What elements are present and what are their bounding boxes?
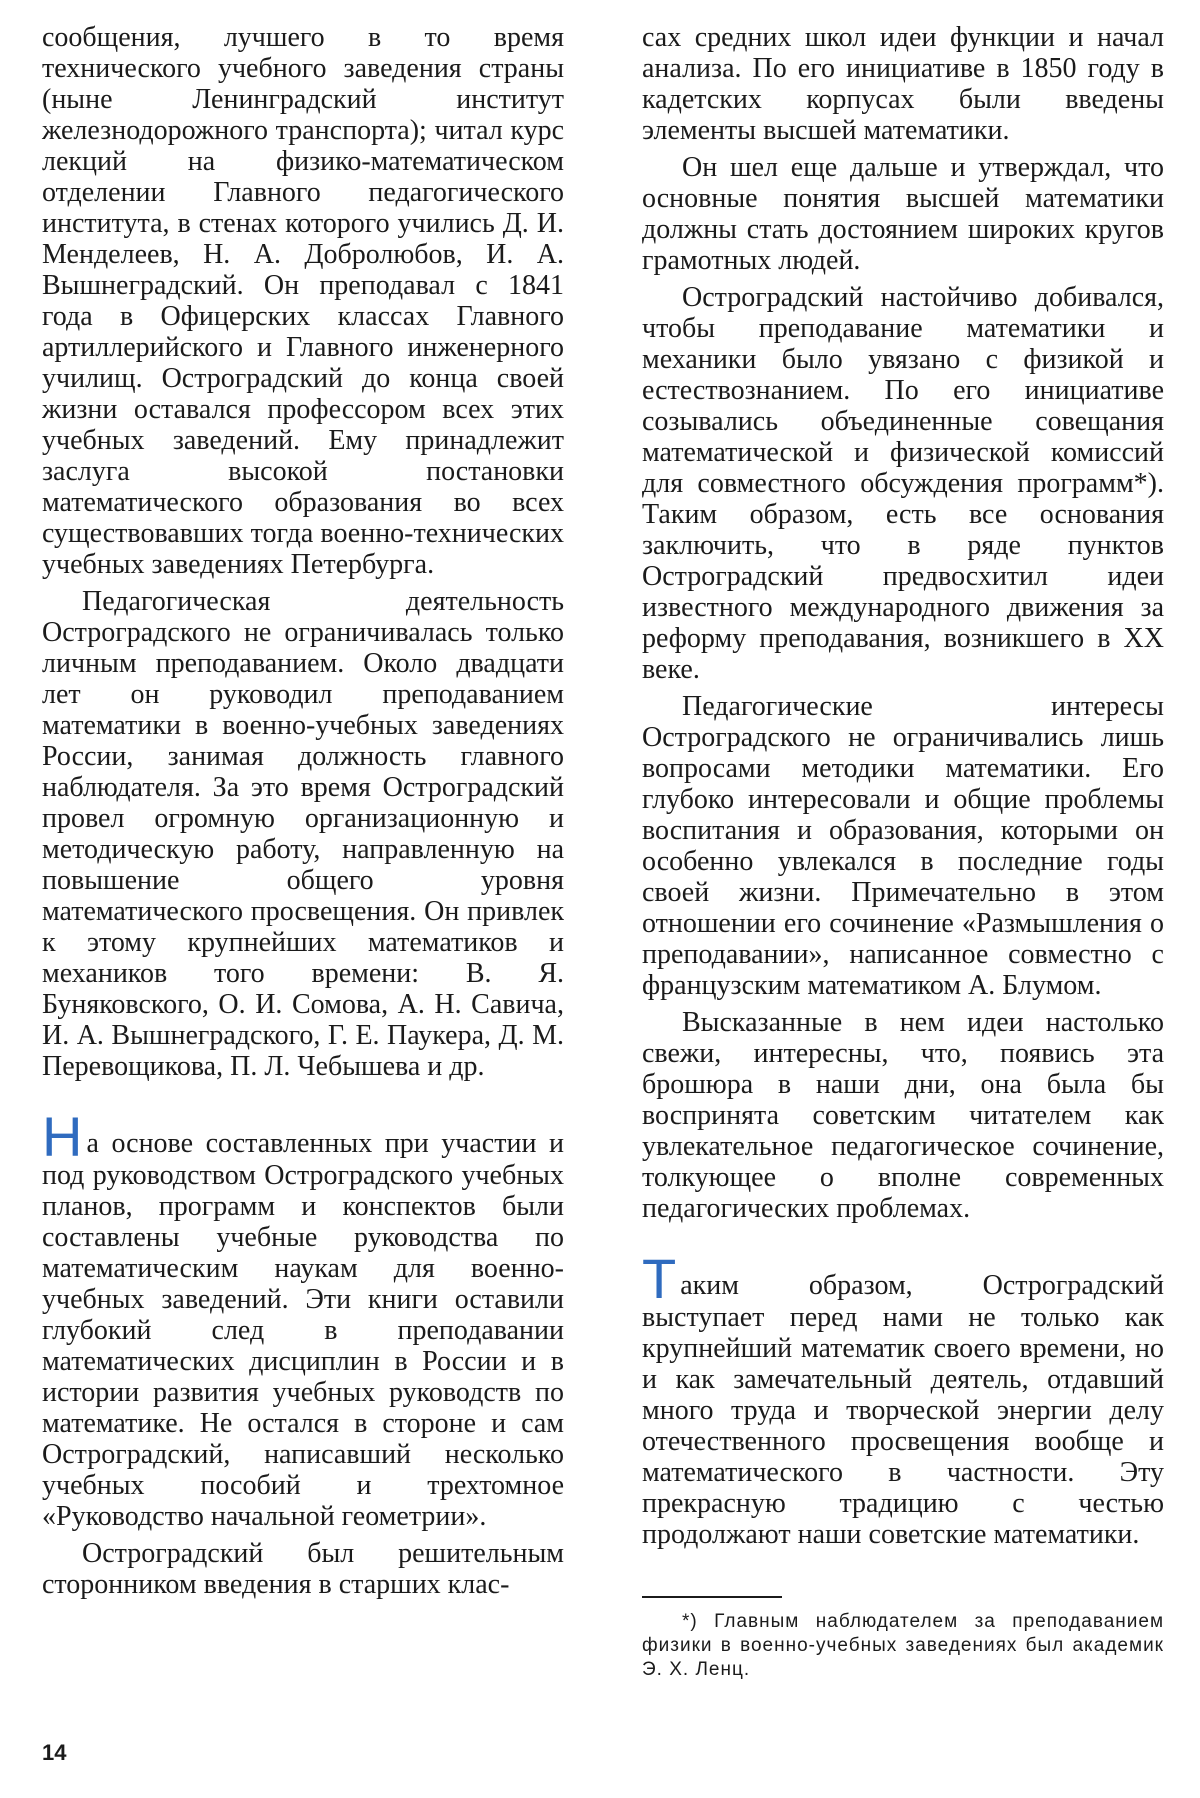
footnote: *) Главным наблюдателем за преподаванием физики в военно-учебных заведениях был академик Э. Х. Ленц. — [642, 1611, 1164, 1680]
paragraph: Педагогические интересы Остроградского не ограничивались лишь вопросами методики математики. Его глубоко интересовали и общие проблемы воспитания и образования, которыми он особенно увлекался в последние годы своей жизни. Примечательно в этом отношении его сочинение «Размышления о преподавании», написанное совместно с французским математиком А. Блумом. — [642, 691, 1164, 1001]
paragraph: сообщения, лучшего в то время технического учебного заведения страны (ныне Ленинградский институт железнодорожного транспорта); читал курс лекций на физико-математическом отделении Главного педагогического института, в стенах которого учились Д. И. Менделеев, Н. А. Добролюбов, И. А. Вышнеградский. Он преподавал с 1841 года в Офицерских классах Главного артиллерийского и Главного инженерного училищ. Остроградский до конца своей жизни оставался профессором всех этих учебных заведений. Ему принадлежит заслуга высокой постановки математического образования во всех существовавших тогда военно-технических учебных заведениях Петербурга. — [42, 22, 564, 580]
section — [642, 1247, 1164, 1550]
drop-cap: Т — [642, 1247, 677, 1310]
paragraph: Педагогическая деятельность Остроградского не ограничивалась только личным преподаванием. Около двадцати лет он руководил преподаванием математики в военно-учебных заведениях России, занимая должность главного наблюдателя. За это время Остроградский провел огромную организационную и методическую работу, направленную на повышение общего уровня математического просвещения. Он привлек к этому крупнейших математиков и механиков того времени: В. Я. Буняковского, О. И. Сомова, А. Н. Савича, И. А. Вышнеградского, Г. Е. Паукера, Д. М. Перевощикова, П. Л. Чебышева и др. — [42, 586, 564, 1082]
paragraph-with-dropcap — [642, 1247, 1164, 1550]
paragraph: Остроградский был решительным сторонником введения в старших клас- — [42, 1538, 564, 1600]
right-column — [642, 22, 1164, 1682]
paragraph-with-dropcap — [42, 1105, 564, 1532]
left-column — [42, 22, 564, 1606]
page-number: 14 — [42, 1740, 67, 1765]
section — [42, 1105, 564, 1600]
footnote-divider — [642, 1596, 782, 1598]
paragraph: сах средних школ идеи функции и начал анализа. По его инициативе в 1850 году в кадетских корпусах были введены элементы высшей математики. — [642, 22, 1164, 146]
drop-cap: Н — [42, 1105, 83, 1168]
paragraph-text: а основе составленных при участии и под руководством Остроградского учебных планов, программ и конспектов были составлены учебные руководства по математическим наукам для военно-учебных заведений. Эти книги оставили глубокий след в преподавании математических дисциплин в России и в истории развития учебных руководств по математике. Не остался в стороне и сам Остроградский, написавший несколько учебных пособий и трехтомное «Руководство начальной геометрии». — [42, 1128, 564, 1532]
paragraph: Он шел еще дальше и утверждал, что основные понятия высшей математики должны стать достоянием широких кругов грамотных людей. — [642, 152, 1164, 276]
paragraph: Высказанные в нем идеи настолько свежи, интересны, что, появись эта брошюра в наши дни, она была бы воспринята советским читателем как увлекательное педагогическое сочинение, толкующее о вполне современных педагогических проблемах. — [642, 1007, 1164, 1224]
paragraph-text: аким образом, Остроградский выступает перед нами не только как крупнейший математик своего времени, но и как замечательный деятель, отдавший много труда и творческой энергии делу отечественного просвещения вообще и математического в частности. Эту прекрасную традицию с честью продолжают наши советские математики. — [642, 1270, 1164, 1550]
paragraph: Остроградский настойчиво добивался, чтобы преподавание математики и механики было увязано с физикой и естествознанием. По его инициативе созывались объединенные совещания математической и физической комиссий для совместного обсуждения программ*). Таким образом, есть все основания заключить, что в ряде пунктов Остроградский предвосхитил идеи известного международного движения за реформу преподавания, возникшего в XX веке. — [642, 282, 1164, 685]
